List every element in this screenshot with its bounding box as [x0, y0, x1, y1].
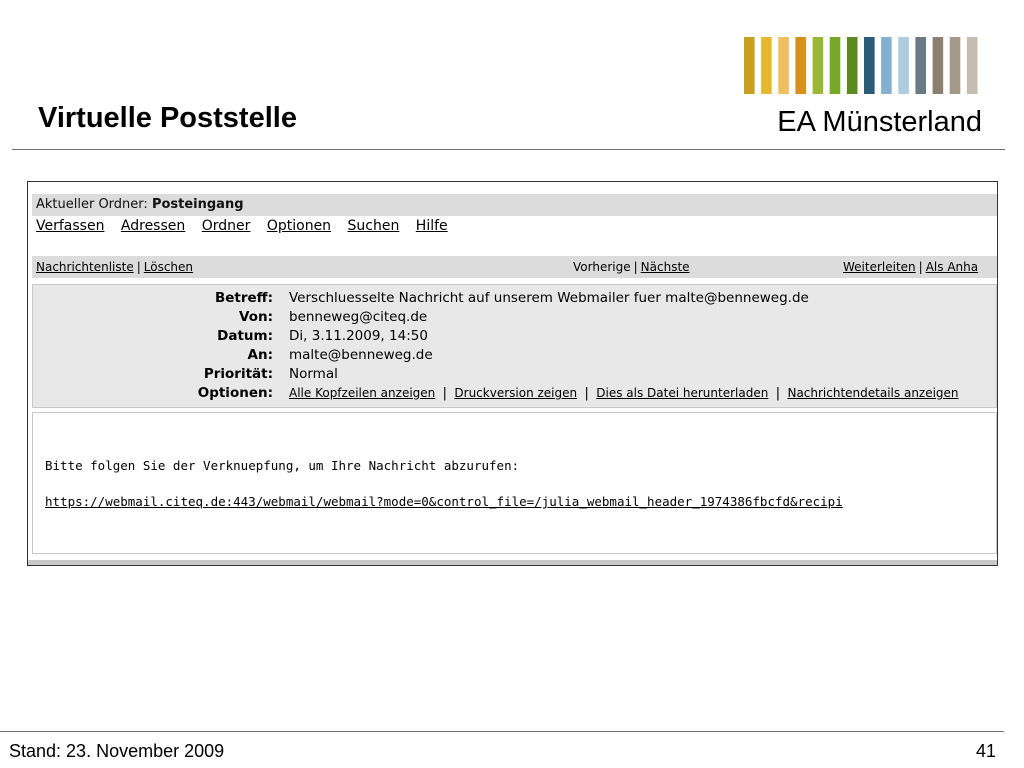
menu-options[interactable]: Optionen — [266, 218, 332, 234]
message-body — [32, 412, 997, 554]
logo-stripe — [795, 37, 806, 94]
title-divider — [12, 149, 1005, 150]
logo-stripe — [967, 37, 978, 94]
menu-compose[interactable]: Verfassen — [36, 218, 105, 234]
webmail-screenshot — [27, 181, 998, 566]
menu-help[interactable]: Hilfe — [415, 218, 448, 234]
logo-stripe — [864, 37, 875, 94]
menu-folders[interactable]: Ordner — [201, 218, 251, 234]
main-menu — [36, 218, 460, 234]
logo-stripe — [898, 37, 909, 94]
logo-stripe — [830, 37, 841, 94]
subject-value: Verschluesselte Nachricht auf unserem Webmailer fuer malte@benneweg.de — [289, 290, 809, 306]
logo-stripe — [915, 37, 926, 94]
organization-name: EA Münsterland — [777, 106, 982, 138]
print-version-link[interactable]: Druckversion zeigen — [454, 386, 578, 400]
show-all-headers-link[interactable]: Alle Kopfzeilen anzeigen — [289, 386, 436, 400]
logo-stripes — [744, 37, 984, 94]
next-link[interactable]: Nächste — [640, 260, 690, 274]
logo-stripe — [881, 37, 892, 94]
body-text: Bitte folgen Sie der Verknuepfung, um Ihre Nachricht abzurufen: — [45, 458, 520, 473]
logo-stripe — [778, 37, 789, 94]
bottom-scroll-strip — [28, 560, 997, 565]
date-value: Di, 3.11.2009, 14:50 — [289, 328, 428, 344]
date-label: Datum: — [217, 328, 273, 344]
previous-label: Vorherige — [573, 260, 631, 274]
logo-stripe — [847, 37, 858, 94]
to-value: malte@benneweg.de — [289, 347, 433, 363]
download-as-file-link[interactable]: Dies als Datei herunterladen — [596, 386, 769, 400]
logo-stripe — [813, 37, 824, 94]
as-attachment-link[interactable]: Als Anha — [925, 260, 979, 274]
page-number: 41 — [975, 741, 996, 761]
message-details-link[interactable]: Nachrichtendetails anzeigen — [787, 386, 959, 400]
menu-addresses[interactable]: Adressen — [120, 218, 186, 234]
folder-name: Posteingang — [151, 197, 244, 212]
menu-search[interactable]: Suchen — [347, 218, 400, 234]
priority-label: Priorität: — [203, 366, 273, 382]
message-headers — [32, 284, 997, 408]
delete-link[interactable]: Löschen — [143, 260, 194, 274]
options-label: Optionen: — [197, 385, 273, 401]
slide-title: Virtuelle Poststelle — [38, 102, 297, 134]
logo-stripe — [933, 37, 944, 94]
forward-link[interactable]: Weiterleiten — [843, 260, 916, 274]
message-list-link[interactable]: Nachrichtenliste — [36, 260, 134, 274]
subject-label: Betreff: — [214, 290, 273, 306]
footer-date: Stand: 23. November 2009 — [9, 741, 225, 761]
logo-stripe — [761, 37, 772, 94]
priority-value: Normal — [289, 366, 338, 382]
from-label: Von: — [239, 309, 273, 325]
logo-stripe — [950, 37, 961, 94]
message-nav-bar: Nachrichtenliste | Löschen Vorherige | Nächste Weiterleiten | Als Anha — [32, 256, 997, 278]
folder-bar — [32, 194, 997, 216]
footer-divider — [0, 731, 1004, 732]
folder-label: Aktueller Ordner: — [36, 197, 148, 212]
header-options: Alle Kopfzeilen anzeigen | Druckversion zeigen | Dies als Datei herunterladen | Nachrichtendetails anzeigen — [289, 385, 959, 401]
message-retrieval-link[interactable]: https://webmail.citeq.de:443/webmail/webmail?mode=0&control_file=/julia_webmail_header_1974386fbcfd&recipi — [45, 494, 843, 509]
to-label: An: — [247, 347, 273, 363]
from-value: benneweg@citeq.de — [289, 309, 428, 325]
logo-stripe — [744, 37, 755, 94]
